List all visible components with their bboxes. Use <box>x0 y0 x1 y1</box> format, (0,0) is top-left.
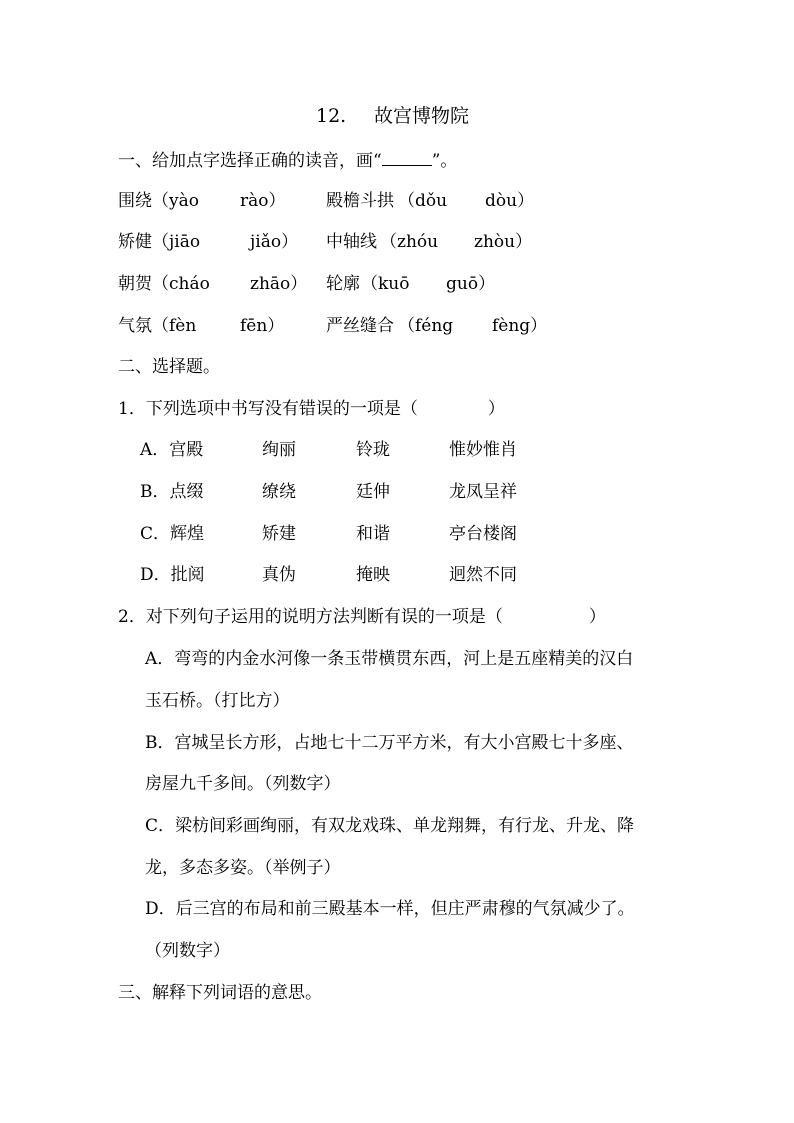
section3-heading: 三、解释下列词语的意思。 <box>118 983 322 1003</box>
question-2-text: 2．对下列句子运用的说明方法判断有误的一项是（ <box>118 607 503 627</box>
choice-word: 龙凤呈祥 <box>449 482 517 502</box>
question-2-option-a-cont: 玉石桥。（打比方） <box>145 691 290 711</box>
choice-word: 真伪 <box>262 565 296 585</box>
page-title <box>316 104 469 128</box>
pinyin-option[interactable]: guō） <box>446 274 496 294</box>
pinyin-option[interactable]: zhāo） <box>250 274 308 294</box>
choice-word: 矫建 <box>262 524 296 544</box>
choice-word: 廷伸 <box>356 482 390 502</box>
choice-word: C．辉煌 <box>140 524 205 544</box>
choice-word: 缭绕 <box>262 482 296 502</box>
choice-word: B．点缀 <box>140 482 204 502</box>
pinyin-word: 严丝缝合 <box>326 316 394 336</box>
question-2-option-b-cont: 房屋九千多间。（列数字） <box>145 774 341 794</box>
question-2-option-c[interactable]: C．梁枋间彩画绚丽，有双龙戏珠、单龙翔舞，有行龙、升龙、降 <box>145 816 635 836</box>
question-2-stem <box>118 605 606 629</box>
lesson-title: 故宫博物院 <box>374 105 470 127</box>
pinyin-option[interactable]: （kuō <box>361 274 410 294</box>
pinyin-option[interactable]: （zhóu <box>380 232 439 252</box>
pinyin-word: 围绕 <box>118 191 152 211</box>
pinyin-word: 矫健 <box>118 232 152 252</box>
pinyin-word: 气氛 <box>118 316 152 336</box>
section1-heading <box>118 147 457 173</box>
question-2-option-b[interactable]: B．宫城呈长方形，占地七十二万平方米，有大小宫殿七十多座、 <box>145 733 634 753</box>
pinyin-word: 朝贺 <box>118 274 152 294</box>
choice-word: D．批阅 <box>140 565 205 585</box>
pinyin-word: 殿檐斗拱 <box>326 191 394 211</box>
lesson-number: 12. <box>316 105 347 127</box>
choice-word: 掩映 <box>356 565 390 585</box>
question-2-option-c-cont: 龙，多态多姿。（举例子） <box>145 858 341 878</box>
section2-heading: 二、选择题。 <box>118 357 220 377</box>
answer-blank-sample <box>382 147 432 166</box>
choice-word: 迥然不同 <box>449 565 517 585</box>
question-2-option-a[interactable]: A．弯弯的内金水河像一条玉带横贯东西，河上是五座精美的汉白 <box>145 649 634 669</box>
question-1-close: ） <box>487 399 505 419</box>
pinyin-option[interactable]: （dǒu <box>398 191 448 211</box>
question-2-option-d[interactable]: D．后三宫的布局和前三殿基本一样，但庄严肃穆的气氛减少了。 <box>145 899 635 919</box>
pinyin-option[interactable]: rào） <box>240 191 286 211</box>
question-1-stem <box>118 397 505 421</box>
pinyin-option[interactable]: fèng） <box>492 316 548 336</box>
question-2-option-d-cont: （列数字） <box>145 941 230 961</box>
pinyin-word: 轮廓 <box>326 274 360 294</box>
pinyin-option[interactable]: dòu） <box>485 191 535 211</box>
pinyin-option[interactable]: （fèn <box>152 316 197 336</box>
choice-word: A．宫殿 <box>140 440 204 460</box>
section1-heading-text: 一、给加点字选择正确的读音，画“ <box>118 151 382 171</box>
pinyin-option[interactable]: （yào <box>152 191 199 211</box>
pinyin-word: 中轴线 <box>326 232 377 252</box>
pinyin-option[interactable]: fēn） <box>240 316 285 336</box>
choice-word: 亭台楼阁 <box>449 524 517 544</box>
pinyin-option[interactable]: zhòu） <box>474 232 533 252</box>
question-1-text: 1．下列选项中书写没有错误的一项是（ <box>118 399 418 419</box>
section1-heading-end: ”。 <box>431 151 458 171</box>
choice-word: 和谐 <box>356 524 390 544</box>
choice-word: 铃珑 <box>356 440 390 460</box>
choice-word: 绚丽 <box>262 440 296 460</box>
question-2-close: ） <box>588 607 606 627</box>
pinyin-option[interactable]: jiǎo） <box>250 232 299 252</box>
pinyin-option[interactable]: （jiāo <box>152 232 201 252</box>
pinyin-option[interactable]: （cháo <box>152 274 210 294</box>
choice-word: 惟妙惟肖 <box>449 440 517 460</box>
pinyin-option[interactable]: （féng <box>398 316 454 336</box>
